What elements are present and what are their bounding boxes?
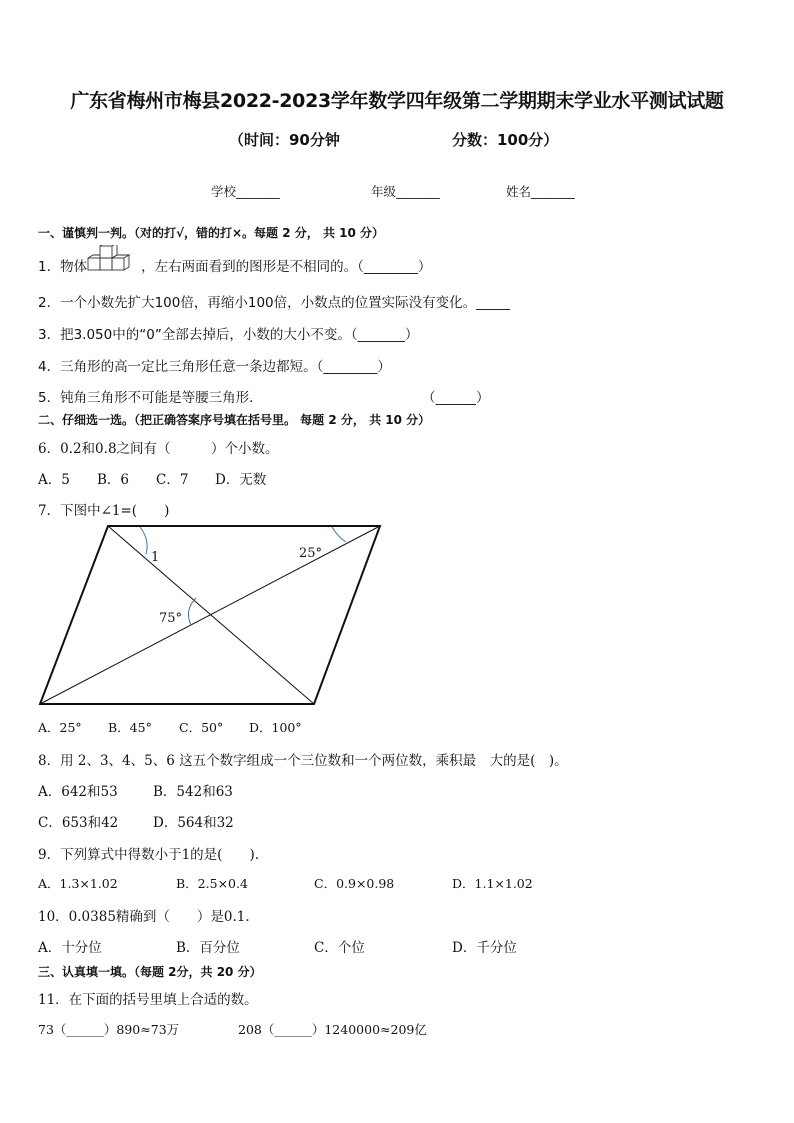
exam-score: 分数：100分）	[452, 131, 559, 149]
q7-option-b: B．45°	[108, 720, 152, 735]
q11-part-a: 73（______）890≈73万	[38, 1022, 180, 1037]
q8-option-a: A．642和53	[38, 784, 118, 800]
q10-option-d: D．千分位	[452, 940, 517, 956]
q7-option-d: D．100°	[249, 720, 302, 735]
page-title: 广东省梅州市梅县2022-2023学年数学四年级第二学期期末学业水平测试试题	[70, 90, 724, 112]
parallelogram-figure	[36, 520, 386, 710]
q9-option-b: B．2.5×0.4	[176, 876, 248, 891]
q9-option-d: D．1.1×1.02	[452, 876, 533, 891]
angle-25-arc	[332, 527, 346, 542]
q8-option-d: D．564和32	[153, 815, 234, 831]
q6-option-b: B．6	[97, 472, 130, 488]
question-5: 5．钝角三角形不可能是等腰三角形．	[38, 390, 263, 406]
question-1-prefix: 1．物体	[38, 259, 88, 275]
question-7: 7．下图中∠1=( )	[38, 503, 170, 519]
q10-option-a: A．十分位	[38, 940, 102, 956]
q8-option-c: C．653和42	[38, 815, 119, 831]
section2-heading: 二、仔细选一选。（把正确答案序号填在括号里。 每题 2 分， 共 10 分）	[38, 413, 431, 427]
question-8: 8．用 2、3、4、5、6 这五个数字组成一个三位数和一个两位数，乘积最 大的是( )。	[38, 753, 568, 769]
section3-heading: 三、认真填一填。（每题 2分，共 20 分）	[38, 965, 262, 979]
angle-75-label: 75°	[159, 611, 183, 626]
question-1-text: ，左右两面看到的图形是不相同的。（________）	[141, 259, 432, 275]
question-2: 2．一个小数先扩大100倍，再缩小100倍，小数点的位置实际没有变化。_____	[38, 295, 510, 311]
q10-option-c: C．个位	[314, 940, 365, 956]
angle-1-label: 1	[151, 550, 160, 565]
question-4: 4．三角形的高一定比三角形任意一条边都短。（________）	[38, 359, 391, 375]
angle-1-arc	[140, 527, 147, 554]
q9-option-a: A．1.3×1.02	[38, 876, 118, 891]
angle-75-arc	[188, 598, 196, 625]
question-11: 11．在下面的括号里填上合适的数。	[38, 992, 258, 1008]
exam-time: （时间：90分钟	[229, 131, 340, 149]
diagonal-2	[40, 526, 380, 704]
question-9: 9．下列算式中得数小于1的是( ).	[38, 847, 260, 863]
school-field: 学校_______	[211, 184, 280, 199]
q10-option-b: B．百分位	[176, 940, 240, 956]
q9-option-c: C．0.9×0.98	[314, 876, 395, 891]
question-10: 10．0.0385精确到（ ）是0.1.	[38, 909, 250, 925]
q6-option-c: C．7	[156, 472, 189, 488]
q11-part-b: 208（______）1240000≈209亿	[238, 1022, 427, 1037]
name-field: 姓名_______	[506, 184, 575, 199]
cube-stack-figure	[87, 245, 141, 275]
q7-option-c: C．50°	[179, 720, 224, 735]
question-3: 3．把3.050中的“0”全部去掉后，小数的大小不变。（_______）	[38, 327, 419, 343]
question-5-blank: （______）	[422, 390, 490, 406]
q6-option-d: D．无数	[215, 472, 267, 488]
angle-25-label: 25°	[299, 546, 323, 561]
section1-heading: 一、谨慎判一判。（对的打√，错的打×。每题 2 分， 共 10 分）	[38, 226, 384, 240]
q8-option-b: B．542和63	[153, 784, 233, 800]
q6-option-a: A．5	[38, 472, 70, 488]
q7-option-a: A．25°	[38, 720, 82, 735]
question-6: 6．0.2和0.8之间有（ ）个小数。	[38, 441, 279, 457]
grade-field: 年级_______	[371, 184, 440, 199]
